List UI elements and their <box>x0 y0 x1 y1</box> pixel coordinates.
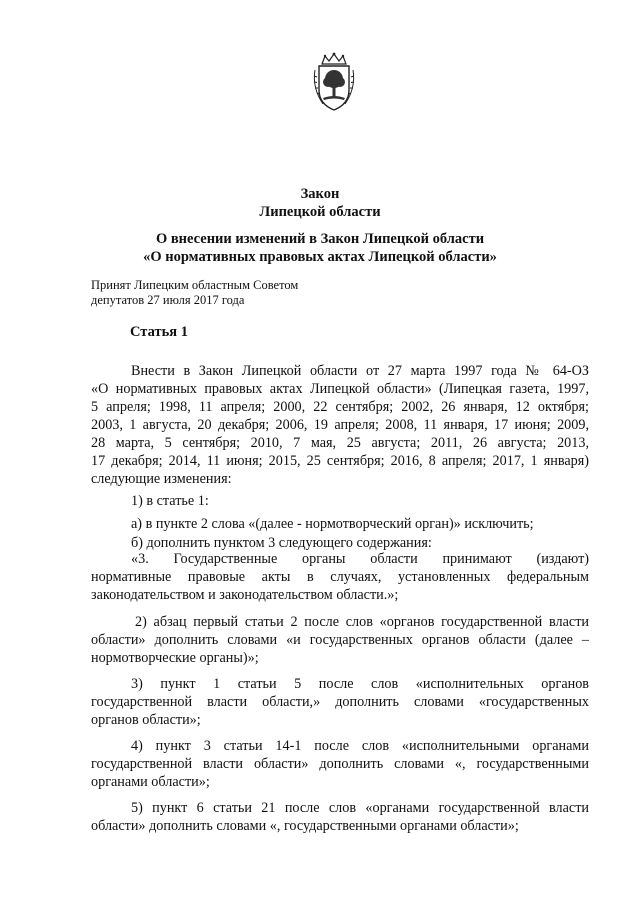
text-line: следующие изменения: <box>91 471 232 487</box>
item-1b-quoted-text <box>91 550 589 604</box>
article-title: Статья 1 <box>130 324 188 340</box>
text-line: 5) пункт 6 статьи 21 после слов «органами государственной власти <box>131 800 589 816</box>
law-title-line1: О внесении изменений в Закон Липецкой области <box>155 231 485 247</box>
adoption-note <box>91 278 298 308</box>
intro-paragraph <box>91 362 589 488</box>
text-line: области» дополнить словами «и государственных органов области (далее – <box>91 632 589 648</box>
adoption-note-line2: депутатов 27 июля 2017 года <box>91 293 245 307</box>
text-line: 17 декабря; 2014, 11 июня; 2015, 25 сентября; 2016, 8 апреля; 2017, 1 января) <box>91 453 589 469</box>
text-line: «О нормативных правовых актах Липецкой области» (Липецкая газета, 1997, <box>91 381 589 397</box>
region-title: Липецкой области <box>259 204 381 220</box>
text-line: Внести в Закон Липецкой области от 27 марта 1997 года № 64-ОЗ <box>131 363 589 379</box>
item-1a <box>91 515 589 533</box>
text-line: б) дополнить пунктом 3 следующего содержания: <box>131 535 432 551</box>
doc-type-title: Закон <box>300 186 340 202</box>
text-line: 4) пункт 3 статьи 14-1 после слов «исполнительными органами <box>131 738 589 754</box>
text-line: 1) в статье 1: <box>131 493 209 509</box>
text-line: органами области»; <box>91 774 210 790</box>
text-line: государственной власти области,» дополнить словами «государственных <box>91 694 589 710</box>
text-line: 3) пункт 1 статьи 5 после слов «исполнительных органов <box>131 676 589 692</box>
text-line: «3. Государственные органы области принимают (издают) <box>131 551 589 567</box>
adoption-note-line1: Принят Липецким областным Советом <box>91 278 299 292</box>
text-line: законодательством и законодательством области.»; <box>91 587 399 603</box>
text-line: 28 марта, 5 сентября; 2010, 7 мая, 25 августа; 2011, 26 августа; 2013, <box>91 435 589 451</box>
item-5 <box>91 799 589 835</box>
law-title-line2: «О нормативных правовых актах Липецкой области» <box>143 249 497 265</box>
text-line: 2) абзац первый статьи 2 после слов «органов государственной власти <box>135 614 589 630</box>
coat-of-arms-icon <box>311 52 357 112</box>
text-line: органов области»; <box>91 712 201 728</box>
text-line: области» дополнить словами «, государственными органами области»; <box>91 818 519 834</box>
text-line: а) в пункте 2 слова «(далее - нормотворческий орган)» исключить; <box>131 516 534 532</box>
item-3 <box>91 675 589 729</box>
text-line: нормотворческие органы)»; <box>91 650 259 666</box>
text-line: нормативные правовые акты в случаях, установленных федеральным <box>91 569 589 585</box>
text-line: 5 апреля; 1998, 11 апреля; 2000, 22 сентября; 2002, 26 января, 12 октября; <box>91 399 589 415</box>
text-line: государственной власти области» дополнить словами «, государственными <box>91 756 589 772</box>
item-1 <box>91 492 589 510</box>
item-2 <box>91 613 589 667</box>
item-4 <box>91 737 589 791</box>
text-line: 2003, 1 августа, 20 декабря; 2006, 19 апреля; 2008, 11 января, 17 июня; 2009, <box>91 417 589 433</box>
